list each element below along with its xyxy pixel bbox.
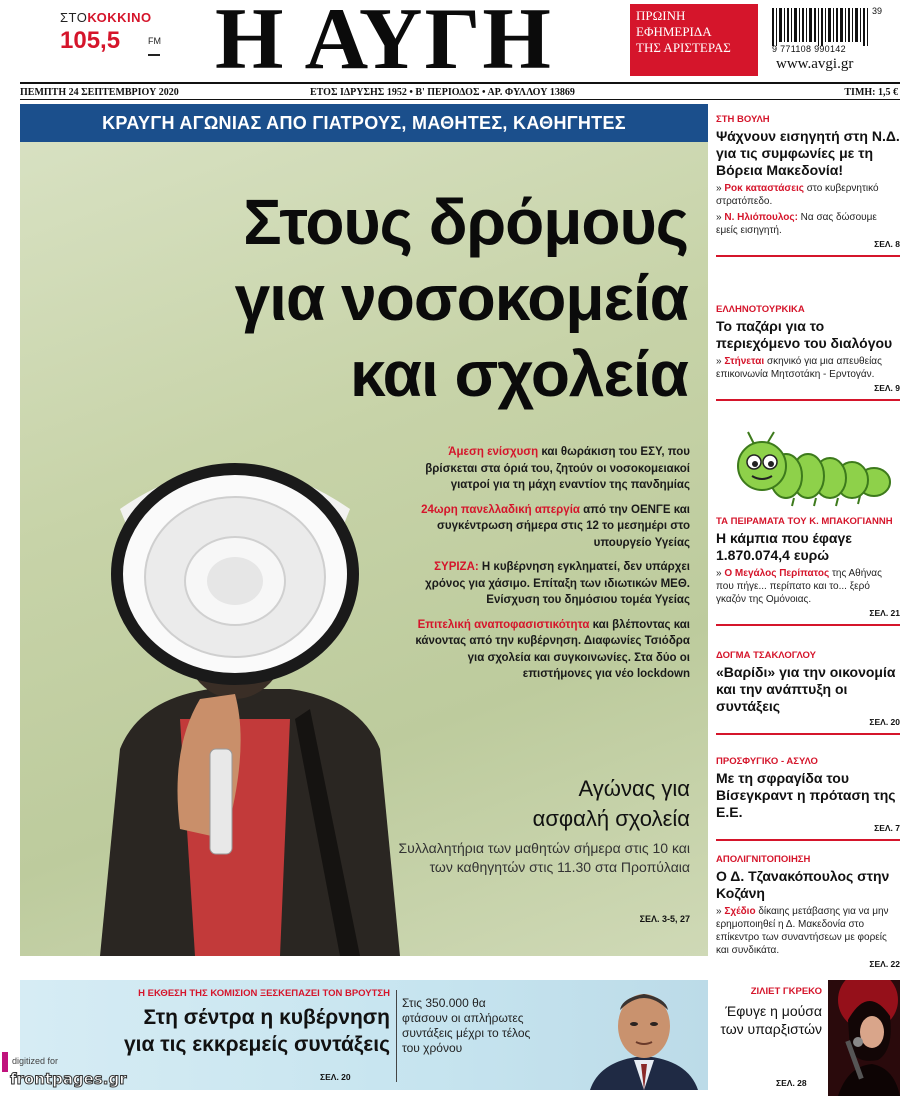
story-title: Ο Δ. Τζανακόπουλος στην Κοζάνη [716, 868, 890, 901]
story-title: Με τη σφραγίδα του Βίσεγκραντ η πρόταση της Ε.Ε. [716, 770, 896, 820]
story-title: Ψάχνουν εισηγητή στη Ν.Δ. για τις συμφωνίες με τη Βόρεια Μακεδονία! [716, 128, 900, 178]
story-title: Η κάμπια που έφαγε 1.870.074,4 ευρώ [716, 530, 852, 563]
sidebar-story-refugees[interactable] [716, 756, 900, 841]
main-bullets [400, 444, 690, 691]
megaphone-photo [60, 449, 420, 956]
story-kicker: ΤΑ ΠΕΙΡΑΜΑΤΑ ΤΟΥ Κ. ΜΠΑΚΟΓΙΑΝΝΗ [716, 516, 893, 527]
headline-line-3: και σχολεία [350, 338, 688, 410]
newspaper-logo: Η ΑΥΓΗ [215, 0, 553, 88]
main-headline [48, 184, 688, 412]
story-line: » Σχέδιο δίκαιης μετάβασης για να μην ερημοποιηθεί η Δ. Μακεδονία στο επίκεντρο των συναντήσεων με φορείς και συνδικάτα. [716, 906, 889, 956]
sub-headline: Αγώνας για ασφαλή σχολεία [532, 776, 690, 831]
story-kicker: ΠΡΟΣΦΥΓΙΚΟ - ΑΣΥΛΟ [716, 756, 818, 767]
greco-kicker: ΖΙΛΙΕΤ ΓΚΡΕΚΟ [750, 986, 822, 997]
issue-date: ΠΕΜΠΤΗ 24 ΣΕΠΤΕΜΒΡΙΟΥ 2020 [20, 87, 179, 98]
story-page-ref: ΣΕΛ. 21 [869, 608, 900, 618]
sidebar-story-kozani[interactable] [716, 854, 900, 975]
watermark-site: frontpages.gr [10, 1070, 127, 1088]
watermark-small: digitized for [12, 1056, 59, 1066]
watermark-tag [2, 1052, 8, 1072]
minister-photo [580, 980, 708, 1090]
sidebar-story-pensions[interactable] [716, 650, 900, 735]
story-kicker: ΑΠΟΛΙΓΝΙΤΟΠΟΙΗΣΗ [716, 854, 811, 865]
caterpillar-illustration [734, 430, 894, 510]
tagline-line-2: ΕΦΗΜΕΡΙΔΑ [636, 24, 712, 39]
story-kicker: ΕΛΛΗΝΟΤΟΥΡΚΙΚΑ [716, 304, 805, 315]
story-title: «Βαρίδι» για την οικονομία και την ανάπτυξη οι συντάξεις [716, 664, 896, 714]
story-kicker: ΣΤΗ ΒΟΥΛΗ [716, 114, 770, 125]
price: ΤΙΜΗ: 1,5 € [844, 87, 898, 98]
radio-station-name: ΣΤΟΚΟΚΚΙΝΟ [60, 10, 152, 25]
bullet-1: Άμεση ενίσχυση και θωράκιση του ΕΣΥ, που βρίσκεται στα όριά του, ζητούν οι νοσοκομειακοί γιατροί για τη μάχη εναντίον της πανδημίας [425, 446, 690, 491]
masthead-tagline [630, 4, 758, 76]
main-page-ref: ΣΕΛ. 3-5, 27 [639, 914, 690, 924]
barcode-number: 9 771108 990142 [772, 44, 846, 54]
story-line: » Ροκ καταστάσεις στο κυβερνητικό στρατόπεδο. [716, 183, 879, 207]
story-line: » Στήνεται σκηνικό για μια απευθείας επικοινωνία Μητσοτάκη - Ερντογάν. [716, 356, 882, 380]
bottom-page-ref: ΣΕΛ. 20 [320, 1072, 351, 1082]
radio-underline [148, 54, 160, 56]
sidebar-story-vouli[interactable] [716, 114, 900, 257]
story-kicker: ΔΟΓΜΑ ΤΣΑΚΛΟΓΛΟΥ [716, 650, 817, 661]
singer-photo [828, 980, 900, 1096]
website-link[interactable]: www.avgi.gr [776, 56, 854, 72]
story-page-ref: ΣΕΛ. 9 [874, 383, 900, 393]
tagline-line-3: ΤΗΣ ΑΡΙΣΤΕΡΑΣ [636, 40, 731, 55]
bottom-kicker: Η ΕΚΘΕΣΗ ΤΗΣ ΚΟΜΙΣΙΟΝ ΞΕΣΚΕΠΑΖΕΙ ΤΟΝ ΒΡΟΥΤΣΗ [138, 988, 390, 999]
main-kicker: ΚΡΑΥΓΗ ΑΓΩΝΙΑΣ ΑΠΟ ΓΙΑΤΡΟΥΣ, ΜΑΘΗΤΕΣ, ΚΑΘΗΓΗΤΕΣ [20, 104, 708, 142]
issue-code: 39 [872, 6, 883, 16]
sidebar-story-greek-turkish[interactable] [716, 304, 900, 401]
bottom-text: Στις 350.000 θα φτάσουν οι απλήρωτες συντάξεις μέχρι το τέλος του χρόνου [402, 996, 531, 1055]
dateline-bar [20, 82, 900, 100]
bullet-3: ΣΥΡΙΖΑ: Η κυβέρνηση εγκληματεί, δεν υπάρχει χρόνος για χάσιμο. Επίταξη των ιδιωτικών ΜΕΘ. Ενίσχυση του δημόσιου τομέα Υγείας [425, 561, 690, 606]
headline-line-1: Στους δρόμους [243, 186, 688, 258]
sidebar-story-caterpillar[interactable] [716, 516, 900, 626]
tagline-line-1: ΠΡΩΙΝΗ [636, 8, 686, 23]
bottom-story-greco[interactable] [716, 980, 900, 1096]
story-line: » Ο Μεγάλος Περίπατος της Αθήνας που πήγε... περίπατο και το... ξερό γκαζόν της Ομόνοιας. [716, 568, 882, 605]
watermark [2, 1052, 127, 1096]
greco-title: Έφυγε η μούσα των υπαρξιστών [720, 1003, 822, 1037]
founding-info: ΕΤΟΣ ΙΔΡΥΣΗΣ 1952 • Β' ΠΕΡΙΟΔΟΣ • ΑΡ. ΦΥΛΛΟΥ 13869 [310, 87, 575, 98]
main-story[interactable] [20, 104, 708, 956]
radio-ad [60, 10, 170, 55]
greco-page-ref: ΣΕΛ. 28 [776, 1078, 807, 1088]
bullet-4: Επιτελική αναποφασιστικότητα και βλέποντας και κάνοντας από την κυβέρνηση. Διαφωνίες Τσιόδρα για σχολεία και συγκοινωνίες. Στα δύο οι επιστήμονες για νέο lockdown [415, 618, 690, 680]
barcode-icon [772, 8, 882, 46]
bottom-title: Στη σέντρα η κυβέρνηση για τις εκκρεμείς συντάξεις [123, 1006, 390, 1056]
headline-line-2: για νοσοκομεία [234, 262, 688, 334]
radio-frequency: 105,5 [60, 27, 121, 54]
sub-text: Συλλαλητήρια των μαθητών σήμερα στις 10 και των καθηγητών στις 11.30 στα Προπύλαια [398, 840, 690, 875]
story-title: Το παζάρι για το περιεχόμενο του διαλόγου [716, 318, 893, 351]
story-page-ref: ΣΕΛ. 8 [874, 239, 900, 249]
story-page-ref: ΣΕΛ. 7 [874, 823, 900, 833]
bullet-2: 24ωρη πανελλαδική απεργία από την ΟΕΝΓΕ και συγκέντρωση σήμερα στις 12 το μεσημέρι στο υπουργείο Υγείας [421, 503, 690, 549]
story-page-ref: ΣΕΛ. 20 [869, 717, 900, 727]
radio-band: FM [148, 36, 161, 46]
story-line: » Ν. Ηλιόπουλος: Να σας δώσουμε εμείς εισηγητή. [716, 212, 877, 236]
bottom-divider [396, 990, 397, 1082]
story-page-ref: ΣΕΛ. 22 [869, 959, 900, 969]
